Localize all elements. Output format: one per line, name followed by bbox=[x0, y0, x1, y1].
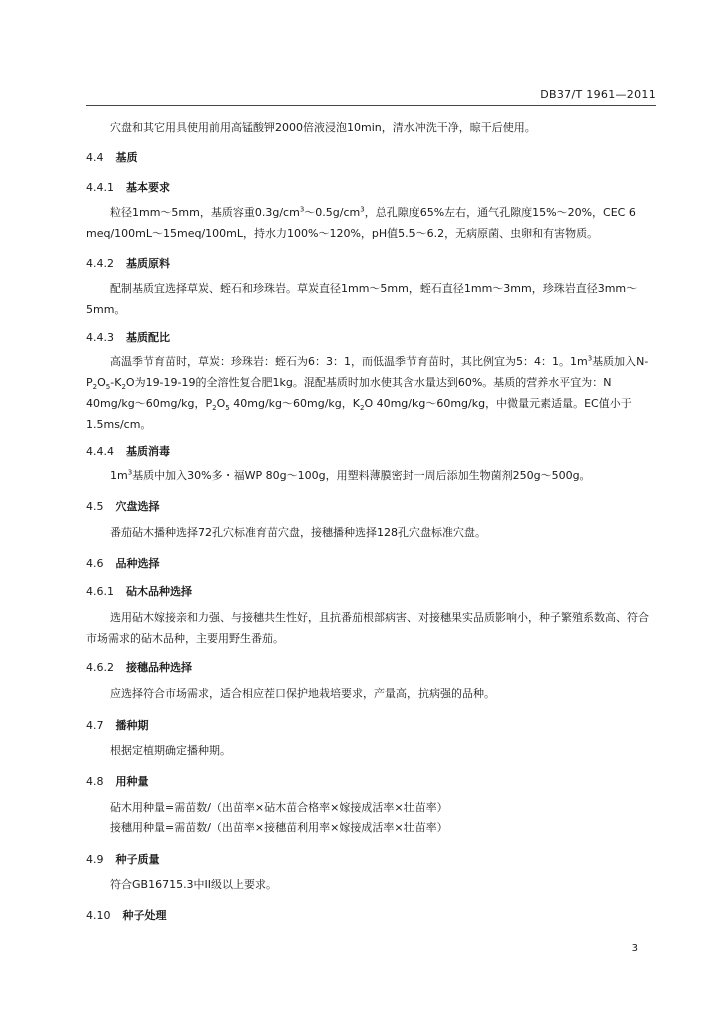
mix-ratio-paragraph: 高温季节育苗时，草炭：珍珠岩：蛭石为6：3：1，而低温季节育苗时，其比例宜为5：4：1。$1m^3$基质加入$N-P_2O_5-K_2O$为19-19-19的全溶性复合肥1kg。混配基质时加水使其含水量达到60%。基质的营养水平宜为：N 40mg/kg～60mg/kg，$P_2O_5$ 40mg/kg～60mg/kg，$K_2O$ 40mg/kg～60mg/kg，中微量元素适量。EC值小于1.5ms/cm。 bbox=[86, 354, 649, 431]
scion-seed-formula: 接穗用种量=需苗数/（出苗率×接穗苗利用率×嫁接成活率×壮苗率） bbox=[110, 821, 448, 834]
rootstock-paragraph: 选用砧木嫁接亲和力强、与接穗共生性好，且抗番茄根部病害、对接穗果实品质影响小，种子繁殖系数高、符合市场需求的砧木品种，主要用野生番茄。 bbox=[86, 611, 649, 645]
page-number: 3 bbox=[631, 943, 638, 954]
section-title: 播种期 bbox=[115, 719, 149, 732]
section-title: 用种量 bbox=[115, 775, 149, 788]
section-number: 4.6.1 bbox=[86, 585, 114, 598]
section-4-4-4-heading bbox=[86, 443, 170, 459]
section-4-6-heading bbox=[86, 555, 160, 571]
section-4-6-1-heading bbox=[86, 583, 192, 599]
section-4-6-2-heading bbox=[86, 659, 192, 675]
raw-materials-paragraph: 配制基质宜选择草炭、蛭石和珍珠岩。草炭直径1mm～5mm，蛭石直径1mm～3mm，珍珠岩直径3mm～5mm。 bbox=[86, 282, 638, 316]
section-number: 4.9 bbox=[86, 853, 104, 866]
section-4-4-1-heading bbox=[86, 179, 170, 195]
rootstock-seed-formula: 砧木用种量=需苗数/（出苗率×砧木苗合格率×嫁接成活率×壮苗率） bbox=[110, 801, 448, 814]
section-4-4-heading bbox=[86, 149, 138, 165]
section-number: 4.10 bbox=[86, 909, 111, 922]
tray-paragraph: 穴盘和其它用具使用前用高锰酸钾2000倍液浸泡10min，清水冲洗干净，晾干后使用。 bbox=[110, 121, 536, 134]
seed-quality-paragraph: 符合GB16715.3中II级以上要求。 bbox=[110, 878, 278, 891]
standard-code: DB37/T 1961—2011 bbox=[540, 88, 656, 101]
scion-paragraph: 应选择符合市场需求，适合相应茬口保护地栽培要求，产量高，抗病强的品种。 bbox=[110, 687, 495, 700]
section-4-10-heading bbox=[86, 907, 167, 923]
section-number: 4.5 bbox=[86, 500, 104, 513]
section-title: 种子处理 bbox=[122, 909, 167, 922]
section-title: 接穗品种选择 bbox=[126, 661, 192, 674]
disinfection-paragraph: $1m^3$基质中加入30%多・福WP 80g～100g，用塑料薄膜密封一周后添加生物菌剂250g～500g。 bbox=[110, 468, 591, 482]
section-title: 砧木品种选择 bbox=[126, 585, 192, 598]
tray-selection-paragraph: 番茄砧木播种选择72孔穴标准育苗穴盘，接穗播种选择128孔穴盘标准穴盘。 bbox=[110, 526, 486, 539]
section-number: 4.4.4 bbox=[86, 445, 114, 458]
section-number: 4.6 bbox=[86, 557, 104, 570]
sowing-period-paragraph: 根据定植期确定播种期。 bbox=[110, 744, 231, 757]
section-title: 基本要求 bbox=[126, 181, 170, 194]
section-title: 基质原料 bbox=[126, 257, 170, 270]
section-title: 基质 bbox=[115, 151, 138, 164]
section-4-8-heading bbox=[86, 773, 149, 789]
section-4-7-heading bbox=[86, 717, 149, 733]
section-number: 4.4.1 bbox=[86, 181, 114, 194]
section-4-4-3-heading bbox=[86, 329, 170, 345]
section-number: 4.4.3 bbox=[86, 331, 114, 344]
section-title: 品种选择 bbox=[115, 557, 160, 570]
header-rule bbox=[86, 105, 656, 106]
section-number: 4.7 bbox=[86, 719, 104, 732]
section-4-5-heading bbox=[86, 498, 160, 514]
basic-requirements-paragraph: 粒径1mm～5mm，基质容重$0.3g/cm^3\sim 0.5g/cm^3$，总孔隙度65%左右，通气孔隙度15%～20%，CEC 6 meq/100mL～15meq/100mL，持水力100%～120%，pH值5.5～6.2，无病原菌、虫卵和有害物质。 bbox=[86, 205, 636, 240]
section-number: 4.4 bbox=[86, 151, 104, 164]
section-title: 种子质量 bbox=[115, 853, 160, 866]
section-number: 4.4.2 bbox=[86, 257, 114, 270]
section-title: 穴盘选择 bbox=[115, 500, 160, 513]
section-4-4-2-heading bbox=[86, 255, 170, 271]
section-title: 基质消毒 bbox=[126, 445, 170, 458]
section-number: 4.6.2 bbox=[86, 661, 114, 674]
section-title: 基质配比 bbox=[126, 331, 170, 344]
section-number: 4.8 bbox=[86, 775, 104, 788]
section-4-9-heading bbox=[86, 851, 160, 867]
